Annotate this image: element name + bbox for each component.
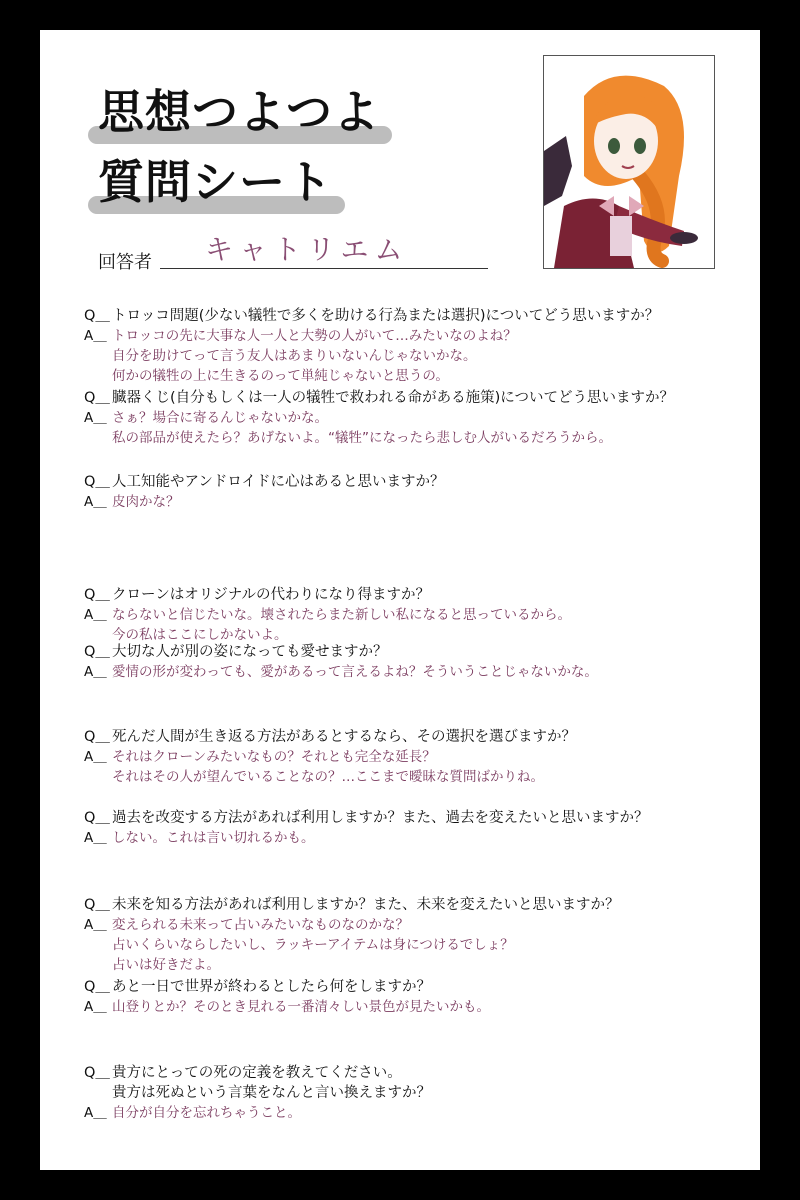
answer-line: 変えられる未来って占いみたいなものなのかな？ (112, 917, 409, 933)
answer-line: ならないと信じたいな。壊されたらまた新しい私になると思っているから。 (112, 607, 571, 623)
question-line: 貴方にとっての死の定義を教えてください。 (112, 1065, 402, 1081)
qa-item (84, 1063, 744, 1123)
question-marker: Q＿ (84, 474, 110, 490)
answer-line: 自分が自分を忘れちゃうこと。 (112, 1105, 301, 1121)
question-line: 未来を知る方法があれば利用しますか？また、未来を変えたいと思いますか？ (112, 897, 620, 913)
qa-item (84, 585, 744, 645)
respondent-label: 回答者 (98, 252, 152, 273)
qa-item (84, 895, 744, 975)
answer-line: 何かの犠牲の上に生きるのって単純じゃないと思うの。 (112, 368, 449, 384)
question-line: 貴方は死ぬという言葉をなんと言い換えますか？ (112, 1085, 431, 1101)
answer-line: 占いくらいならしたいし、ラッキーアイテムは身につけるでしょ？ (112, 937, 514, 953)
answer-line: トロッコの先に大事な人一人と大勢の人がいて…みたいなのよね？ (112, 328, 517, 344)
answer-text (84, 997, 744, 1017)
answer-marker: A＿ (84, 830, 107, 846)
question-text (84, 977, 744, 997)
question-text (84, 472, 744, 492)
answer-line: しない。これは言い切れるかも。 (112, 830, 315, 846)
answer-text (84, 492, 744, 512)
title-line-2 (98, 146, 333, 212)
answer-text (84, 767, 744, 787)
answer-marker: A＿ (84, 999, 107, 1015)
respondent-underline (160, 268, 488, 269)
answer-line: さぁ？場合に寄るんじゃないかな。 (112, 410, 328, 426)
qa-item (84, 727, 744, 787)
answer-line: それはクローンみたいなもの？それとも完全な延長？ (112, 749, 436, 765)
question-line: クローンはオリジナルの代わりになり得ますか？ (112, 587, 430, 603)
question-line: 過去を改変する方法があれば利用しますか？また、過去を変えたいと思いますか？ (112, 810, 649, 826)
answer-text (84, 428, 744, 448)
qa-item (84, 388, 744, 448)
question-text (84, 306, 744, 326)
answer-text (84, 935, 744, 955)
question-marker: Q＿ (84, 644, 110, 660)
character-illustration (544, 56, 714, 268)
question-marker: Q＿ (84, 587, 110, 603)
answer-marker: A＿ (84, 749, 107, 765)
answer-line: 占いは好きだよ。 (112, 957, 220, 973)
title-text-2: 質問シート (98, 155, 333, 209)
title-line-1 (98, 76, 380, 142)
character-portrait (543, 55, 715, 269)
question-text (84, 808, 744, 828)
answer-text (84, 326, 744, 346)
question-marker: Q＿ (84, 729, 110, 745)
question-marker: Q＿ (84, 1065, 110, 1081)
answer-line: 今の私はここにしかないよ。 (112, 627, 288, 643)
answer-line: 山登りとか？そのとき見れる一番清々しい景色が見たいかも。 (112, 999, 490, 1015)
question-line: あと一日で世界が終わるとしたら何をしますか？ (112, 979, 431, 995)
answer-line: それはその人が望んでいることなの？…ここまで曖昧な質問ばかりね。 (112, 769, 544, 785)
answer-line: 自分を助けてって言う友人はあまりいないんじゃないかな。 (112, 348, 477, 364)
question-marker: Q＿ (84, 897, 110, 913)
question-text (84, 895, 744, 915)
answer-text (84, 346, 744, 366)
answer-text (84, 366, 744, 386)
answer-text (84, 662, 744, 682)
answer-marker: A＿ (84, 917, 107, 933)
question-line: トロッコ問題(少ない犠牲で多くを助ける行為または選択)についてどう思いますか？ (112, 308, 660, 324)
question-line: 人工知能やアンドロイドに心はあると思いますか？ (112, 474, 445, 490)
answer-line: 愛情の形が変わっても、愛があるって言えるよね？そういうことじゃないかな。 (112, 664, 598, 680)
respondent-name: キャトリエム (205, 233, 409, 266)
question-text (84, 388, 744, 408)
question-marker: Q＿ (84, 810, 110, 826)
qa-item (84, 642, 744, 682)
answer-text (84, 955, 744, 975)
answer-text (84, 747, 744, 767)
answer-marker: A＿ (84, 328, 107, 344)
answer-line: 私の部品が使えたら？あげないよ。“犠牲”になったら悲しむ人がいるだろうから。 (112, 430, 612, 446)
answer-text (84, 1103, 744, 1123)
answer-text (84, 605, 744, 625)
qa-item (84, 977, 744, 1017)
answer-line: 皮肉かな？ (112, 494, 180, 510)
answer-text (84, 408, 744, 428)
question-marker: Q＿ (84, 979, 110, 995)
question-text (84, 642, 744, 662)
question-marker: Q＿ (84, 390, 110, 406)
question-text (84, 1063, 744, 1083)
question-line: 臓器くじ(自分もしくは一人の犠牲で救われる命がある施策)についてどう思いますか？ (112, 390, 675, 406)
answer-marker: A＿ (84, 607, 107, 623)
question-text (84, 585, 744, 605)
answer-text (84, 828, 744, 848)
question-line: 大切な人が別の姿になっても愛せますか？ (112, 644, 388, 660)
answer-text (84, 915, 744, 935)
answer-marker: A＿ (84, 1105, 107, 1121)
question-text (84, 1083, 744, 1103)
qa-item (84, 808, 744, 848)
question-line: 死んだ人間が生き返る方法があるとするなら、その選択を選びますか？ (112, 729, 576, 745)
answer-marker: A＿ (84, 494, 107, 510)
title-text-1: 思想つよつよ (98, 85, 380, 139)
qa-item (84, 306, 744, 386)
qa-item (84, 472, 744, 512)
question-marker: Q＿ (84, 308, 110, 324)
answer-marker: A＿ (84, 664, 107, 680)
question-sheet (40, 30, 760, 1170)
answer-marker: A＿ (84, 410, 107, 426)
question-text (84, 727, 744, 747)
